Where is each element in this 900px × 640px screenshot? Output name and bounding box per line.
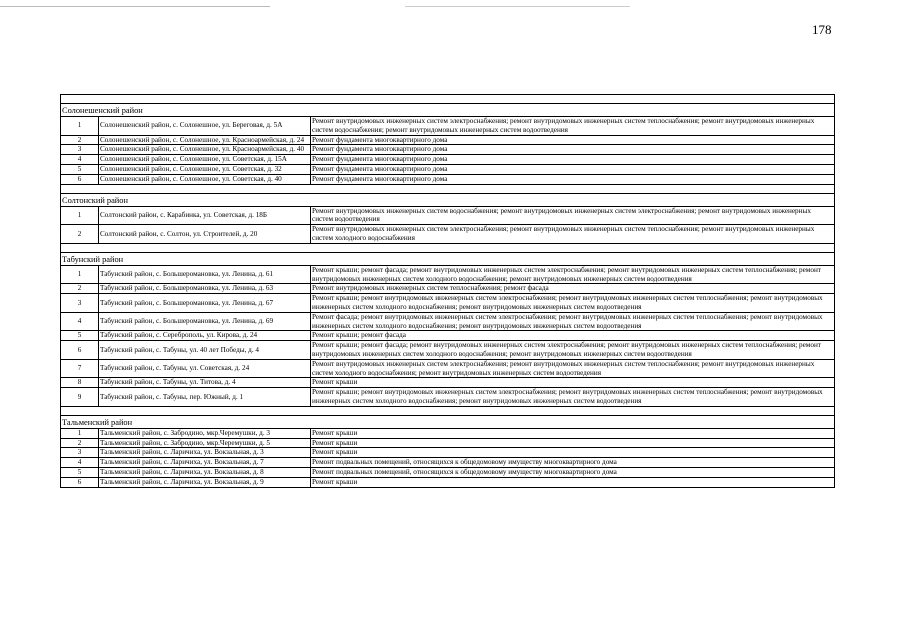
row-works: Ремонт фундамента многоквартирного дома (311, 164, 835, 174)
row-number: 5 (61, 164, 99, 174)
table-row (61, 467, 835, 477)
row-address: Солонешенский район, с. Солонешное, ул. Советская, д. 15А (99, 155, 311, 165)
district-spacer (61, 95, 835, 104)
row-address: Тальменский район, с. Забродино, мкр.Черемушки, д. 3 (99, 428, 311, 438)
row-address: Тальменский район, с. Ларичиха, ул. Вокзальная, д. 7 (99, 458, 311, 468)
row-number: 3 (61, 294, 99, 313)
table-row (61, 164, 835, 174)
table-row (61, 135, 835, 145)
row-works: Ремонт внутридомовых инженерных систем электроснабжения; ремонт внутридомовых инженерных систем теплоснабжения; ремонт внутридомовых инженерных систем холодного водоснабжения; ремонт внутридомовых инженерных систем водоотведения (311, 359, 835, 378)
table-row (61, 117, 835, 136)
district-name: Солонешенский район (61, 104, 835, 117)
table-row (61, 477, 835, 487)
table-row (61, 458, 835, 468)
row-address: Табунский район, с. Табуны, ул. 40 лет Победы, д. 4 (99, 341, 311, 360)
row-works: Ремонт фундамента многоквартирного дома (311, 155, 835, 165)
row-number: 5 (61, 331, 99, 341)
table-row (61, 174, 835, 184)
row-address: Табунский район, с. Табуны, ул. Титова, д. 4 (99, 378, 311, 388)
row-number: 2 (61, 135, 99, 145)
table-row (61, 312, 835, 331)
row-address: Табунский район, с. Сереброполь, ул. Кирова, д. 24 (99, 331, 311, 341)
row-number: 2 (61, 225, 99, 244)
table-row (61, 378, 835, 388)
table-row (61, 359, 835, 378)
row-number: 6 (61, 341, 99, 360)
row-works: Ремонт внутридомовых инженерных систем электроснабжения; ремонт внутридомовых инженерных систем теплоснабжения; ремонт внутридомовых инженерных систем холодного водоснабжения (311, 225, 835, 244)
row-address: Табунский район, с. Большеромановка, ул. Ленина, д. 67 (99, 294, 311, 313)
row-number: 1 (61, 428, 99, 438)
row-address: Тальменский район, с. Ларичиха, ул. Вокзальная, д. 3 (99, 448, 311, 458)
row-works: Ремонт крыши (311, 477, 835, 487)
row-address: Солтонский район, с. Солтон, ул. Строителей, д. 20 (99, 225, 311, 244)
table-row (61, 206, 835, 225)
row-number: 9 (61, 388, 99, 407)
page-number: 178 (812, 22, 832, 37)
row-works: Ремонт фундамента многоквартирного дома (311, 174, 835, 184)
table-row (61, 448, 835, 458)
table-row (61, 428, 835, 438)
row-number: 8 (61, 378, 99, 388)
row-works: Ремонт крыши (311, 428, 835, 438)
row-works: Ремонт крыши; ремонт внутридомовых инженерных систем электроснабжения; ремонт внутридомовых инженерных систем теплоснабжения; ремонт внутридомовых инженерных систем холодного водоснабжения; ремонт внутридомовых инженерных систем водоотведения (311, 294, 835, 313)
row-works: Ремонт подвальных помещений, относящихся к общедомовому имуществу многоквартирного дома (311, 467, 835, 477)
row-address: Табунский район, с. Табуны, пер. Южный, д. 1 (99, 388, 311, 407)
row-number: 1 (61, 206, 99, 225)
district-name: Тальменский район (61, 415, 835, 428)
table-row (61, 294, 835, 313)
table-row (61, 225, 835, 244)
row-works: Ремонт крыши; ремонт фасада (311, 331, 835, 341)
table-row (61, 438, 835, 448)
row-number: 6 (61, 477, 99, 487)
row-address: Тальменский район, с. Ларичиха, ул. Вокзальная, д. 8 (99, 467, 311, 477)
district-header (61, 252, 835, 265)
district-name: Табунский район (61, 252, 835, 265)
row-number: 2 (61, 438, 99, 448)
row-number: 4 (61, 155, 99, 165)
row-number: 5 (61, 467, 99, 477)
row-number: 4 (61, 312, 99, 331)
district-header (61, 193, 835, 206)
table-row (61, 331, 835, 341)
row-number: 1 (61, 265, 99, 284)
table-row (61, 284, 835, 294)
district-header (61, 415, 835, 428)
district-spacer (61, 184, 835, 193)
row-number: 7 (61, 359, 99, 378)
row-address: Табунский район, с. Табуны, ул. Советская, д. 24 (99, 359, 311, 378)
row-works: Ремонт крыши (311, 378, 835, 388)
district-spacer (61, 243, 835, 252)
row-address: Солонешенский район, с. Солонешное, ул. Береговая, д. 5А (99, 117, 311, 136)
table-row (61, 145, 835, 155)
row-number: 4 (61, 458, 99, 468)
row-number: 1 (61, 117, 99, 136)
table-row (61, 265, 835, 284)
district-spacer (61, 406, 835, 415)
row-address: Табунский район, с. Большеромановка, ул. Ленина, д. 69 (99, 312, 311, 331)
row-works: Ремонт подвальных помещений, относящихся к общедомовому имуществу многоквартирного дома (311, 458, 835, 468)
row-works: Ремонт крыши (311, 448, 835, 458)
row-works: Ремонт крыши (311, 438, 835, 448)
row-number: 3 (61, 145, 99, 155)
row-address: Табунский район, с. Большеромановка, ул. Ленина, д. 63 (99, 284, 311, 294)
row-works: Ремонт крыши; ремонт внутридомовых инженерных систем электроснабжения; ремонт внутридомовых инженерных систем теплоснабжения; ремонт внутридомовых инженерных систем холодного водоснабжения; ремонт внутридомовых инженерных систем водоотведения (311, 388, 835, 407)
row-works: Ремонт крыши; ремонт фасада; ремонт внутридомовых инженерных систем электроснабжения; ремонт внутридомовых инженерных систем теплоснабжения; ремонт внутридомовых инженерных систем холодного водоснабжения; ремонт внутридомовых инженерных систем водоотведения (311, 341, 835, 360)
row-works: Ремонт внутридомовых инженерных систем теплоснабжения; ремонт фасада (311, 284, 835, 294)
row-number: 2 (61, 284, 99, 294)
table-row (61, 388, 835, 407)
row-address: Солонешенский район, с. Солонешное, ул. Советская, д. 40 (99, 174, 311, 184)
table-row (61, 155, 835, 165)
row-address: Солонешенский район, с. Солонешное, ул. Красноармейская, д. 24 (99, 135, 311, 145)
row-address: Солтонский район, с. Карабинка, ул. Советская, д. 18Б (99, 206, 311, 225)
row-number: 3 (61, 448, 99, 458)
row-address: Солонешенский район, с. Солонешное, ул. Красноармейская, д. 40 (99, 145, 311, 155)
row-works: Ремонт внутридомовых инженерных систем водоснабжения; ремонт внутридомовых инженерных систем электроснабжения; ремонт внутридомовых инженерных систем водоотведения (311, 206, 835, 225)
district-name: Солтонский район (61, 193, 835, 206)
table-row (61, 341, 835, 360)
row-address: Солонешенский район, с. Солонешное, ул. Советская, д. 32 (99, 164, 311, 174)
repair-program-table (60, 94, 835, 488)
row-works: Ремонт крыши; ремонт фасада; ремонт внутридомовых инженерных систем электроснабжения; ремонт внутридомовых инженерных систем теплоснабжения; ремонт внутридомовых инженерных систем холодного водоснабжения; ремонт внутридомовых инженерных систем водоотведения (311, 265, 835, 284)
row-works: Ремонт фундамента многоквартирного дома (311, 145, 835, 155)
row-address: Тальменский район, с. Ларичиха, ул. Вокзальная, д. 9 (99, 477, 311, 487)
row-address: Тальменский район, с. Забродино, мкр.Черемушки, д. 5 (99, 438, 311, 448)
row-number: 6 (61, 174, 99, 184)
district-header (61, 104, 835, 117)
row-works: Ремонт фасада; ремонт внутридомовых инженерных систем электроснабжения; ремонт внутридомовых инженерных систем теплоснабжения; ремонт внутридомовых инженерных систем холодного водоснабжения; ремонт внутридомовых инженерных систем водоотведения (311, 312, 835, 331)
row-works: Ремонт фундамента многоквартирного дома (311, 135, 835, 145)
row-address: Табунский район, с. Большеромановка, ул. Ленина, д. 61 (99, 265, 311, 284)
scan-edge-line (0, 6, 900, 7)
row-works: Ремонт внутридомовых инженерных систем электроснабжения; ремонт внутридомовых инженерных систем теплоснабжения; ремонт внутридомовых инженерных систем водоснабжения; ремонт внутридомовых инженерных систем водоотведения (311, 117, 835, 136)
